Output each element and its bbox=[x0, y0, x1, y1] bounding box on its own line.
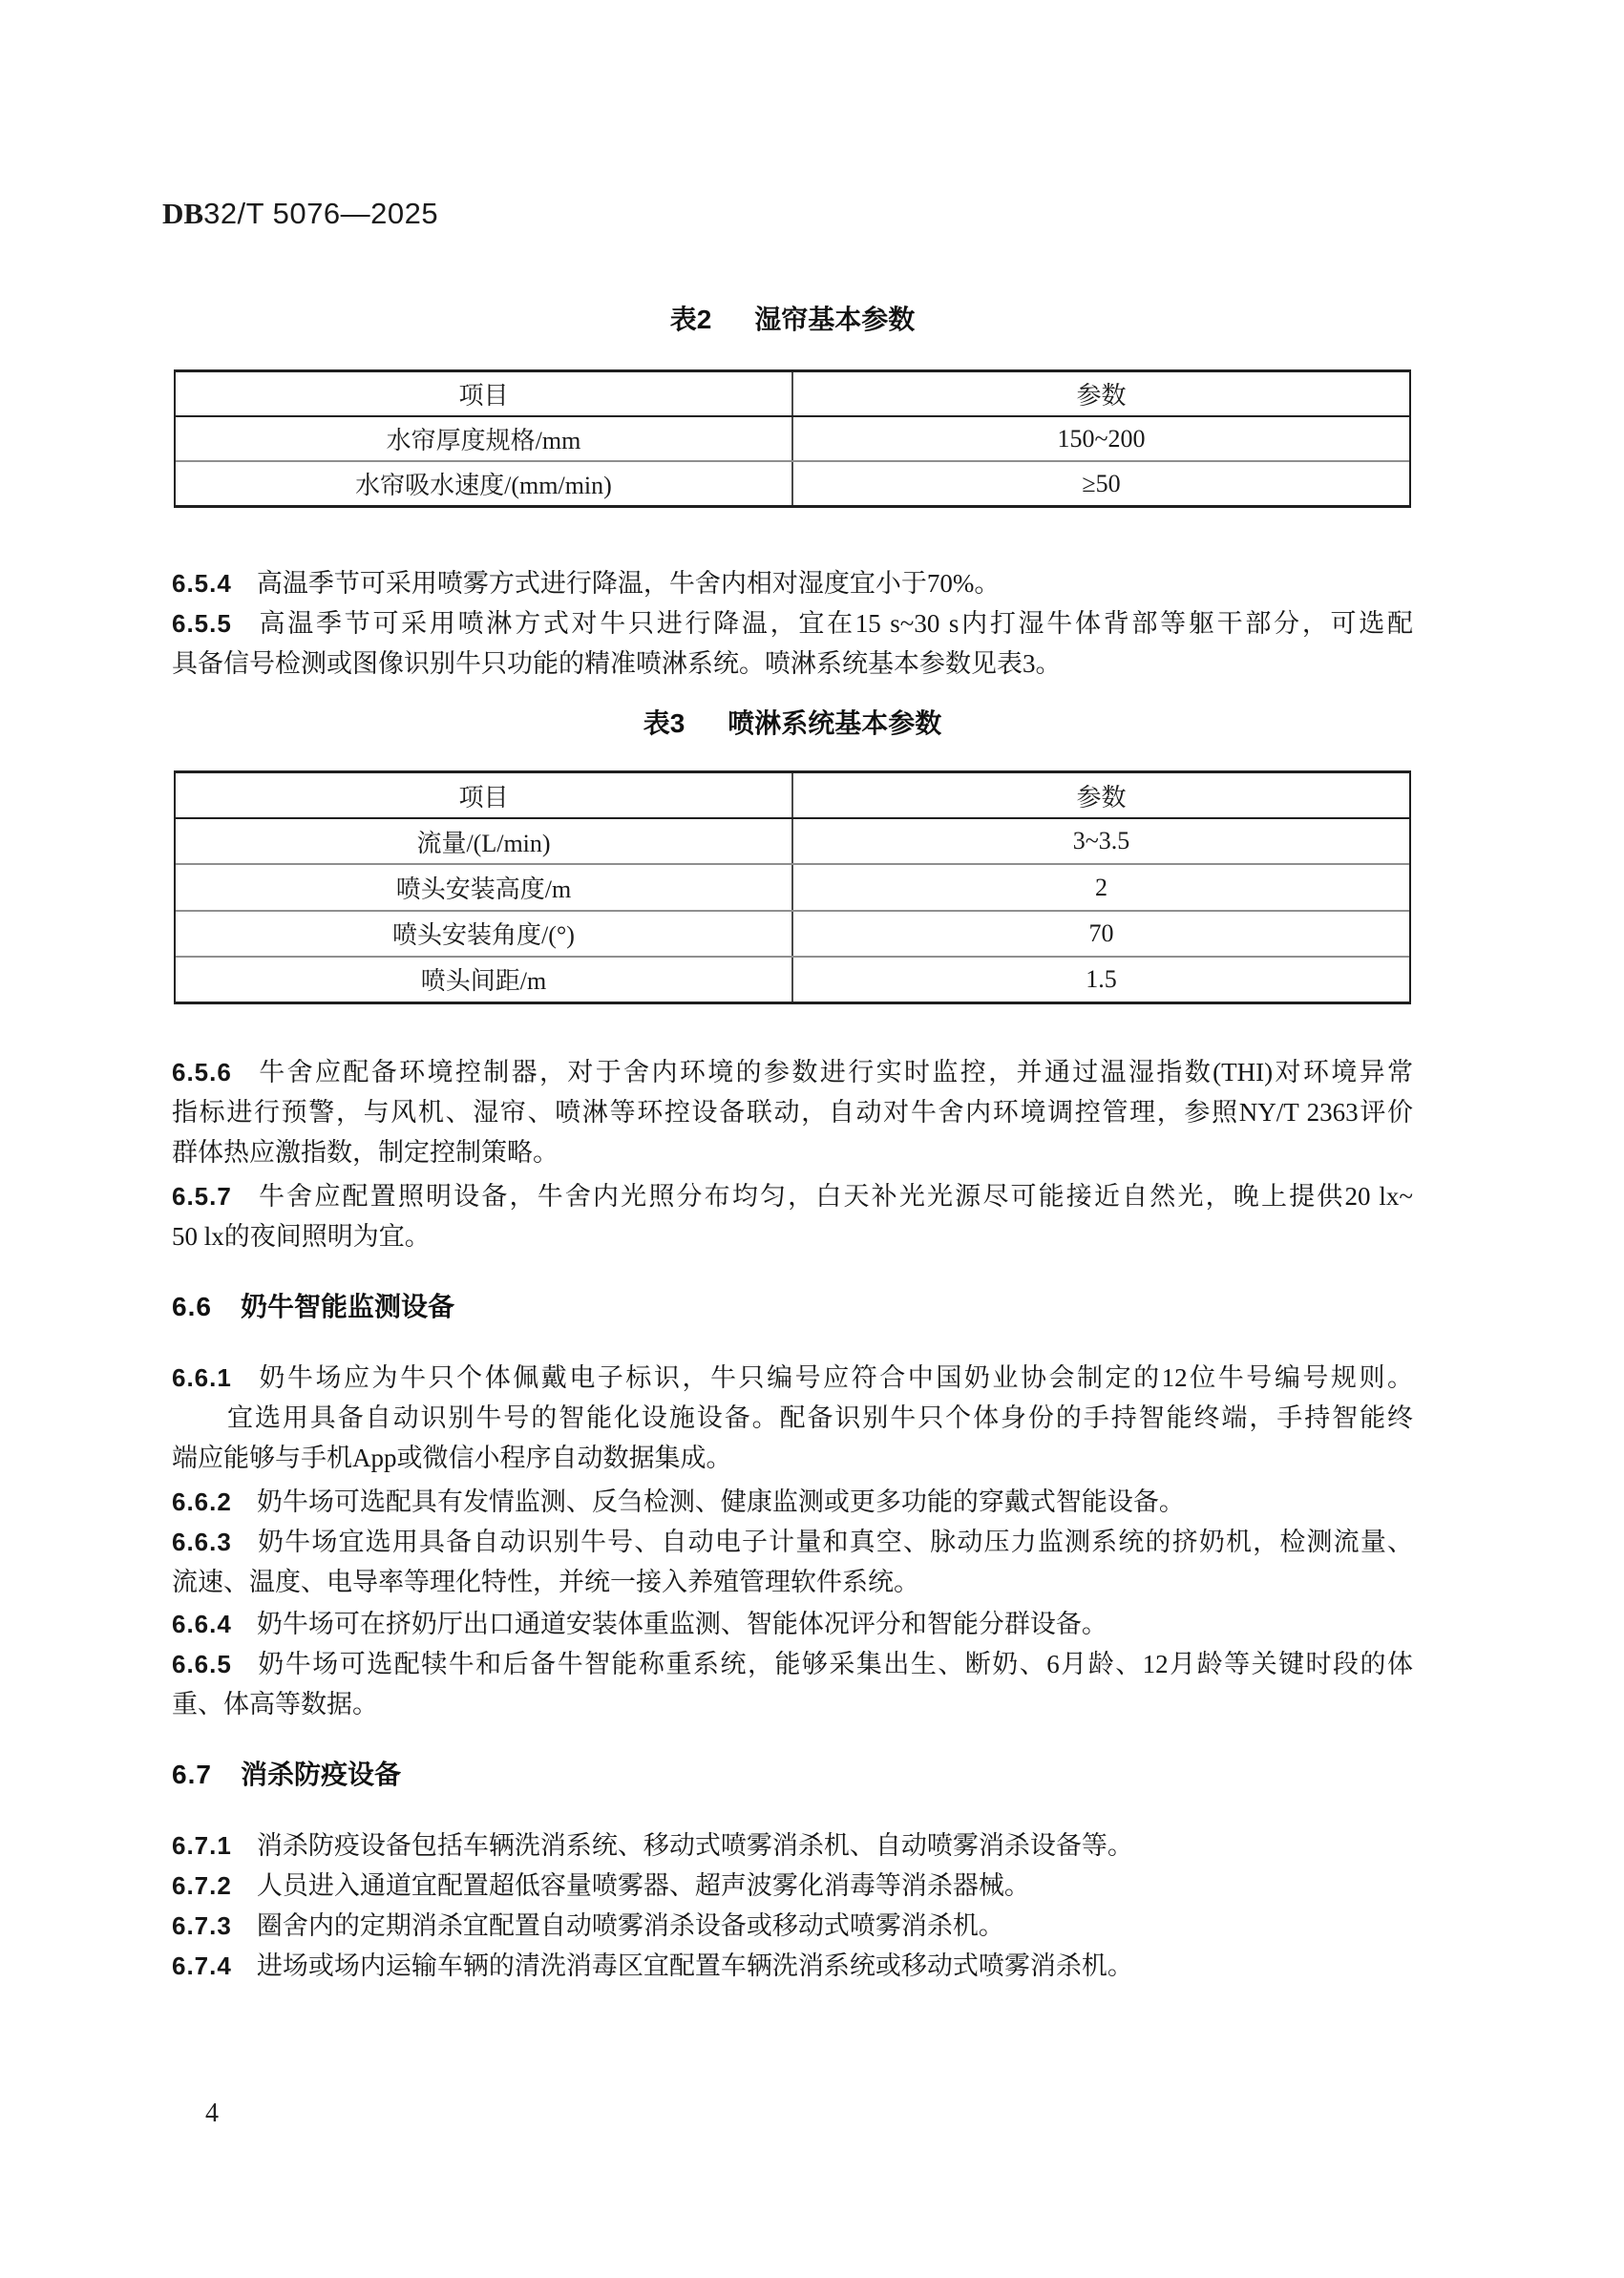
clause-line: 50 lx的夜间照明为宜。 bbox=[172, 1222, 431, 1251]
clause-line bbox=[172, 1866, 1413, 1906]
clause-text: 人员进入通道宜配置超低容量喷雾器、超声波雾化消毒等消杀器械。 bbox=[256, 1871, 1030, 1900]
section-heading-6-6 bbox=[172, 1287, 454, 1327]
table2-caption-title: 湿帘基本参数 bbox=[754, 305, 916, 334]
clause-line: 流速、温度、电导率等理化特性，并统一接入养殖管理软件系统。 bbox=[172, 1568, 919, 1596]
clause-number: 6.6.5 bbox=[172, 1650, 232, 1678]
clause-text: 奶牛场可选配具有发情监测、反刍检测、健康监测或更多功能的穿戴式智能设备。 bbox=[256, 1487, 1185, 1516]
clause-line bbox=[172, 1825, 1413, 1866]
page-number: 4 bbox=[205, 2099, 219, 2128]
clause-text: 高温季节可采用喷淋方式对牛只进行降温，宜在15 s~30 s内打湿牛体背部等躯干部分，可选配 bbox=[256, 609, 1413, 638]
clause-number: 6.6.3 bbox=[172, 1528, 232, 1556]
clause-number: 6.5.4 bbox=[172, 569, 232, 598]
clause-6-6-2 bbox=[172, 1482, 1413, 1522]
clause-6-7-1 bbox=[172, 1825, 1413, 1866]
clause-text: 奶牛场应为牛只个体佩戴电子标识，牛只编号应符合中国奶业协会制定的12位牛号编号规则。 bbox=[256, 1363, 1413, 1392]
table3-caption-label: 表3 bbox=[643, 708, 685, 738]
table-row bbox=[176, 910, 1409, 956]
table3-caption bbox=[172, 704, 1413, 744]
clause-text: 进场或场内运输车辆的清洗消毒区宜配置车辆洗消系统或移动式喷雾消杀机。 bbox=[256, 1951, 1133, 1980]
table-row bbox=[176, 956, 1409, 1002]
clause-number: 6.5.6 bbox=[172, 1058, 232, 1086]
clause-line bbox=[172, 1604, 1413, 1644]
clause-line bbox=[172, 1644, 1413, 1684]
section-title: 奶牛智能监测设备 bbox=[240, 1292, 454, 1321]
clause-line bbox=[172, 1946, 1413, 1986]
table2-header-row bbox=[176, 372, 1409, 415]
clause-number: 6.6.2 bbox=[172, 1487, 232, 1516]
clause-line: 重、体高等数据。 bbox=[172, 1690, 378, 1719]
clause-line bbox=[172, 1482, 1413, 1522]
table2-cell-value: 150~200 bbox=[791, 417, 1409, 460]
clause-text: 奶牛场可在挤奶厅出口通道安装体重监测、智能体况评分和智能分群设备。 bbox=[256, 1610, 1107, 1638]
table2 bbox=[174, 369, 1411, 508]
clause-line: 指标进行预警，与风机、湿帘、喷淋等环控设备联动，自动对牛舍内环境调控管理，参照NY/T 2363评价 bbox=[172, 1098, 1413, 1127]
clause-line: 群体热应激指数，制定控制策略。 bbox=[172, 1138, 559, 1167]
table3-cell-item: 流量/(L/min) bbox=[416, 829, 551, 857]
table3-cell-value: 2 bbox=[791, 865, 1409, 909]
table3-header-row bbox=[176, 773, 1409, 817]
section-number: 6.6 bbox=[172, 1292, 212, 1321]
clause-number: 6.7.1 bbox=[172, 1831, 232, 1860]
clause-line bbox=[172, 1052, 1413, 1092]
section-number: 6.7 bbox=[172, 1760, 212, 1789]
clause-6-6-5 bbox=[172, 1644, 1413, 1724]
table3-header-param: 参数 bbox=[791, 773, 1409, 817]
clause-line bbox=[172, 1176, 1413, 1216]
clause-text: 消杀防疫设备包括车辆洗消系统、移动式喷雾消杀机、自动喷雾消杀设备等。 bbox=[256, 1831, 1133, 1860]
standard-code bbox=[162, 194, 438, 234]
standard-code-prefix: DB bbox=[162, 197, 204, 230]
table3-cell-value: 3~3.5 bbox=[791, 819, 1409, 863]
table3-header-item: 项目 bbox=[458, 783, 509, 812]
clause-number: 6.5.5 bbox=[172, 609, 232, 638]
section-heading-6-7 bbox=[172, 1755, 401, 1795]
table-row bbox=[176, 817, 1409, 863]
table-row bbox=[176, 415, 1409, 460]
clause-number: 6.7.4 bbox=[172, 1951, 232, 1980]
table2-cell-item: 水帘厚度规格/mm bbox=[386, 427, 581, 454]
clause-6-6-4 bbox=[172, 1604, 1413, 1644]
table-row bbox=[176, 863, 1409, 909]
table2-header-param: 参数 bbox=[791, 372, 1409, 415]
clause-number: 6.6.4 bbox=[172, 1610, 232, 1638]
clause-line bbox=[172, 603, 1413, 643]
table3-cell-value: 1.5 bbox=[791, 958, 1409, 1002]
clause-6-5-4 bbox=[172, 563, 1413, 603]
clause-line: 具备信号检测或图像识别牛只功能的精准喷淋系统。喷淋系统基本参数见表3。 bbox=[172, 649, 1062, 678]
table3-cell-item: 喷头间距/m bbox=[420, 967, 547, 996]
clause-6-5-7 bbox=[172, 1176, 1413, 1256]
table2-cell-item: 水帘吸水速度/(mm/min) bbox=[355, 472, 612, 499]
table3-cell-value: 70 bbox=[791, 912, 1409, 956]
table-row bbox=[176, 460, 1409, 505]
clause-6-6-3 bbox=[172, 1522, 1413, 1602]
clause-number: 6.7.3 bbox=[172, 1911, 232, 1940]
clause-6-7-4 bbox=[172, 1946, 1413, 1986]
clause-number: 6.5.7 bbox=[172, 1182, 232, 1211]
table3-caption-title: 喷淋系统基本参数 bbox=[728, 708, 942, 738]
clause-line bbox=[172, 563, 1413, 603]
clause-text: 圈舍内的定期消杀宜配置自动喷雾消杀设备或移动式喷雾消杀机。 bbox=[256, 1911, 1004, 1940]
clause-text: 牛舍应配备环境控制器，对于舍内环境的参数进行实时监控，并通过温湿指数(THI)对环境异常 bbox=[256, 1058, 1413, 1086]
table3 bbox=[174, 770, 1411, 1004]
clause-line bbox=[172, 1358, 1413, 1398]
clause-text: 高温季节可采用喷雾方式进行降温，牛舍内相对湿度宜小于70%。 bbox=[256, 569, 1001, 598]
clause-number: 6.6.1 bbox=[172, 1363, 232, 1392]
clause-6-6-1 bbox=[172, 1358, 1413, 1478]
clause-number: 6.7.2 bbox=[172, 1871, 232, 1900]
table3-cell-item: 喷头安装高度/m bbox=[395, 875, 572, 903]
standard-code-number: 32/T 5076—2025 bbox=[203, 197, 439, 230]
clause-6-5-6 bbox=[172, 1052, 1413, 1172]
table2-cell-value: ≥50 bbox=[791, 462, 1409, 505]
clause-text: 牛舍应配置照明设备，牛舍内光照分布均匀，白天补光光源尽可能接近自然光，晚上提供20 lx~ bbox=[256, 1182, 1413, 1211]
clause-line: 端应能够与手机App或微信小程序自动数据集成。 bbox=[172, 1444, 732, 1472]
clause-text: 奶牛场宜选用具备自动识别牛号、自动电子计量和真空、脉动压力监测系统的挤奶机，检测流量、 bbox=[256, 1528, 1413, 1556]
clause-line bbox=[172, 1522, 1413, 1562]
clause-text: 奶牛场可选配犊牛和后备牛智能称重系统，能够采集出生、断奶、6月龄、12月龄等关键时段的体 bbox=[256, 1650, 1413, 1678]
clause-6-7-3 bbox=[172, 1906, 1413, 1946]
table2-caption-label: 表2 bbox=[669, 305, 712, 334]
clause-line bbox=[172, 1906, 1413, 1946]
section-title: 消杀防疫设备 bbox=[240, 1760, 401, 1789]
clause-line: 宜选用具备自动识别牛号的智能化设施设备。配备识别牛只个体身份的手持智能终端，手持智能终 bbox=[227, 1403, 1413, 1432]
table2-header-item: 项目 bbox=[458, 382, 509, 410]
table3-cell-item: 喷头安装角度/(°) bbox=[392, 921, 575, 950]
clause-6-5-5 bbox=[172, 603, 1413, 684]
clause-6-7-2 bbox=[172, 1866, 1413, 1906]
table2-caption bbox=[172, 300, 1413, 340]
